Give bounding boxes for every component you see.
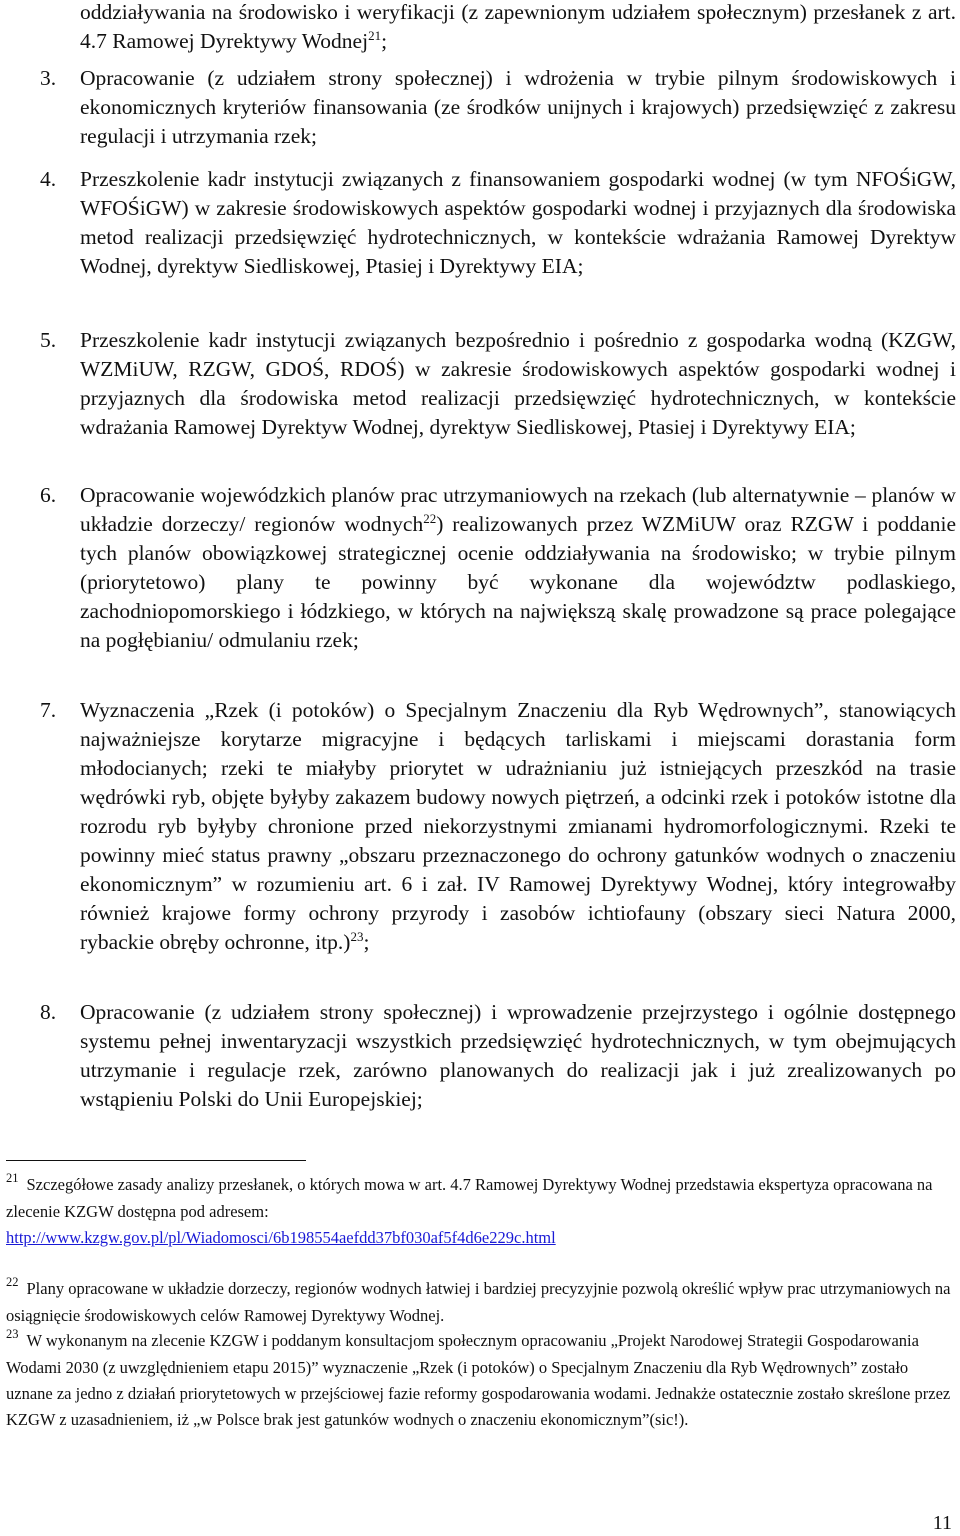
footnote-text: Plany opracowane w układzie dorzeczy, regionów wodnych łatwiej i bardziej precyzyjnie pozwolą określić wpływ prac utrzymaniowych na osiągnięcie środowiskowych celów Ramowej Dyrektywy Wodnej. bbox=[6, 1279, 951, 1325]
continuation-paragraph bbox=[80, 0, 956, 56]
list-item-number: 4. bbox=[40, 167, 57, 191]
footnote-ref-23[interactable]: 23 bbox=[350, 928, 364, 944]
list-item-text: Opracowanie (z udziałem strony społecznej) i wprowadzenie przejrzystego i ogólnie dostępnego systemu pełnej inwentaryzacji wszystkich przedsięwzięć hydrotechnicznych, w tym obejmujących utrzymanie i regulacje rzek, zarówno planowanych do realizacji jak i już zrealizowanych po wstąpieniu Polski do Unii Europejskiej; bbox=[80, 1000, 956, 1111]
footnote-23 bbox=[6, 1328, 952, 1433]
footnote-ref-22[interactable]: 22 bbox=[423, 510, 437, 526]
list-item-number: 8. bbox=[40, 1000, 57, 1024]
list-item-text-part: ) realizowanych przez WZMiUW oraz RZGW i poddanie tych planów obowiązkowej strategicznej ocenie oddziaływania na środowisko; w trybie pilnym (priorytetowo) plany te powinny być wykonane dla województw podlaskiego, zachodniopomorskiego i łódzkiego, w których na największą skalę prowadzone są prace polegające na pogłębianiu/ odmulaniu rzek; bbox=[80, 512, 956, 652]
footnote-separator bbox=[6, 1160, 306, 1161]
footnote-number: 21 bbox=[6, 1171, 19, 1185]
footnote-ref-21[interactable]: 21 bbox=[368, 27, 382, 43]
footnote-text: Szczegółowe zasady analizy przesłanek, o których mowa w art. 4.7 Ramowej Dyrektywy Wodnej przedstawia ekspertyza opracowana na zlecenie KZGW dostępna pod adresem: bbox=[6, 1175, 933, 1221]
footnote-text: W wykonanym na zlecenie KZGW i poddanym konsultacjom społecznym opracowaniu „Projekt Narodowej Strategii Gospodarowania Wodami 2030 (z uwzględnieniem etapu 2015)” wyznaczenie „Rzek (i potoków) o Specjalnym Znaczeniu dla Ryb Wędrownych” zostało uznane za jedno z działań priorytetowych w przejściowej fazie reformy gospodarowania wodami. Jednakże ostatecznie zostało skreślone przez KZGW z uzasadnieniem, iż „w Polsce brak jest gatunków wodnych o znaczeniu ekonomicznym”(sic!). bbox=[6, 1331, 951, 1429]
continuation-tail: ; bbox=[381, 29, 388, 53]
list-item-text-part: ; bbox=[363, 930, 370, 954]
list-item-number: 6. bbox=[40, 483, 57, 507]
list-item-number: 5. bbox=[40, 328, 57, 352]
list-item-text: Przeszkolenie kadr instytucji związanych bezpośrednio i pośrednio z gospodarka wodną (KZGW, WZMiUW, RZGW, GDOŚ, RDOŚ) w zakresie środowiskowych aspektów gospodarki wodnej i przyjaznych dla środowiska metod realizacji przedsięwzięć hydrotechnicznych, w kontekście wdrażania Ramowej Dyrektyw Wodnej, dyrektyw Siedliskowej, Ptasiej i Dyrektywy EIA; bbox=[80, 328, 956, 439]
footnote-21 bbox=[6, 1172, 952, 1251]
list-item-number: 3. bbox=[40, 66, 57, 90]
footnote-number: 22 bbox=[6, 1275, 19, 1289]
page-number: 11 bbox=[932, 1512, 952, 1534]
footnote-number: 23 bbox=[6, 1327, 19, 1341]
list-item-text bbox=[80, 481, 956, 655]
list-item-text: Przeszkolenie kadr instytucji związanych z finansowaniem gospodarki wodnej (w tym NFOŚiGW, WFOŚiGW) w zakresie środowiskowych aspektów gospodarki wodnej i przyjaznych dla środowiska metod realizacji przedsięwzięć hydrotechnicznych, w kontekście wdrażania Ramowej Dyrektyw Wodnej, dyrektyw Siedliskowej, Ptasiej i Dyrektywy EIA; bbox=[80, 167, 956, 278]
continuation-text: oddziaływania na środowisko i weryfikacji (z zapewnionym udziałem społecznym) przesłanek z art. 4.7 Ramowej Dyrektywy Wodnej bbox=[80, 0, 956, 53]
list-item-text-part: Opracowanie wojewódzkich planów prac utrzymaniowych na rzekach (lub alternatywnie – planów w układzie dorzeczy/ regionów wodnych bbox=[80, 483, 956, 536]
footnote-link[interactable]: http://www.kzgw.gov.pl/pl/Wiadomosci/6b198554aefdd37bf030af5f4d6e229c.html bbox=[6, 1228, 556, 1247]
list-item-text: Opracowanie (z udziałem strony społecznej) i wdrożenia w trybie pilnym środowiskowych i ekonomicznych kryteriów finansowania (ze środków unijnych i krajowych) przedsięwzięć z zakresu regulacji i utrzymania rzek; bbox=[80, 66, 956, 148]
list-item-text bbox=[80, 696, 956, 957]
list-item-number: 7. bbox=[40, 698, 57, 722]
list-item-text-part: Wyznaczenia „Rzek (i potoków) o Specjalnym Znaczeniu dla Ryb Wędrownych”, stanowiących najważniejsze korytarze migracyjne i będących tarliskami i miejscami dorastania form młodocianych; rzeki te miałyby priorytet w udrażnianiu już istniejących przeszkód na trasie wędrówki ryb, objęte byłyby zakazem budowy nowych piętrzeń, a odcinki rzek i potoków istotne dla rozrodu ryb byłyby chronione przed niekorzystnymi zmianami hydromorfologicznymi. Rzeki te powinny mieć status prawny „obszaru przeznaczonego do ochrony gatunków wodnych o znaczeniu ekonomicznym” w rozumieniu art. 6 i zał. IV Ramowej Dyrektywy Wodnej, który integrowałby również krajowe formy ochrony przyrody i zasobów ichtiofauny (obszary sieci Natura 2000, rybackie obręby ochronne, itp.) bbox=[80, 698, 956, 954]
footnote-22 bbox=[6, 1276, 952, 1329]
